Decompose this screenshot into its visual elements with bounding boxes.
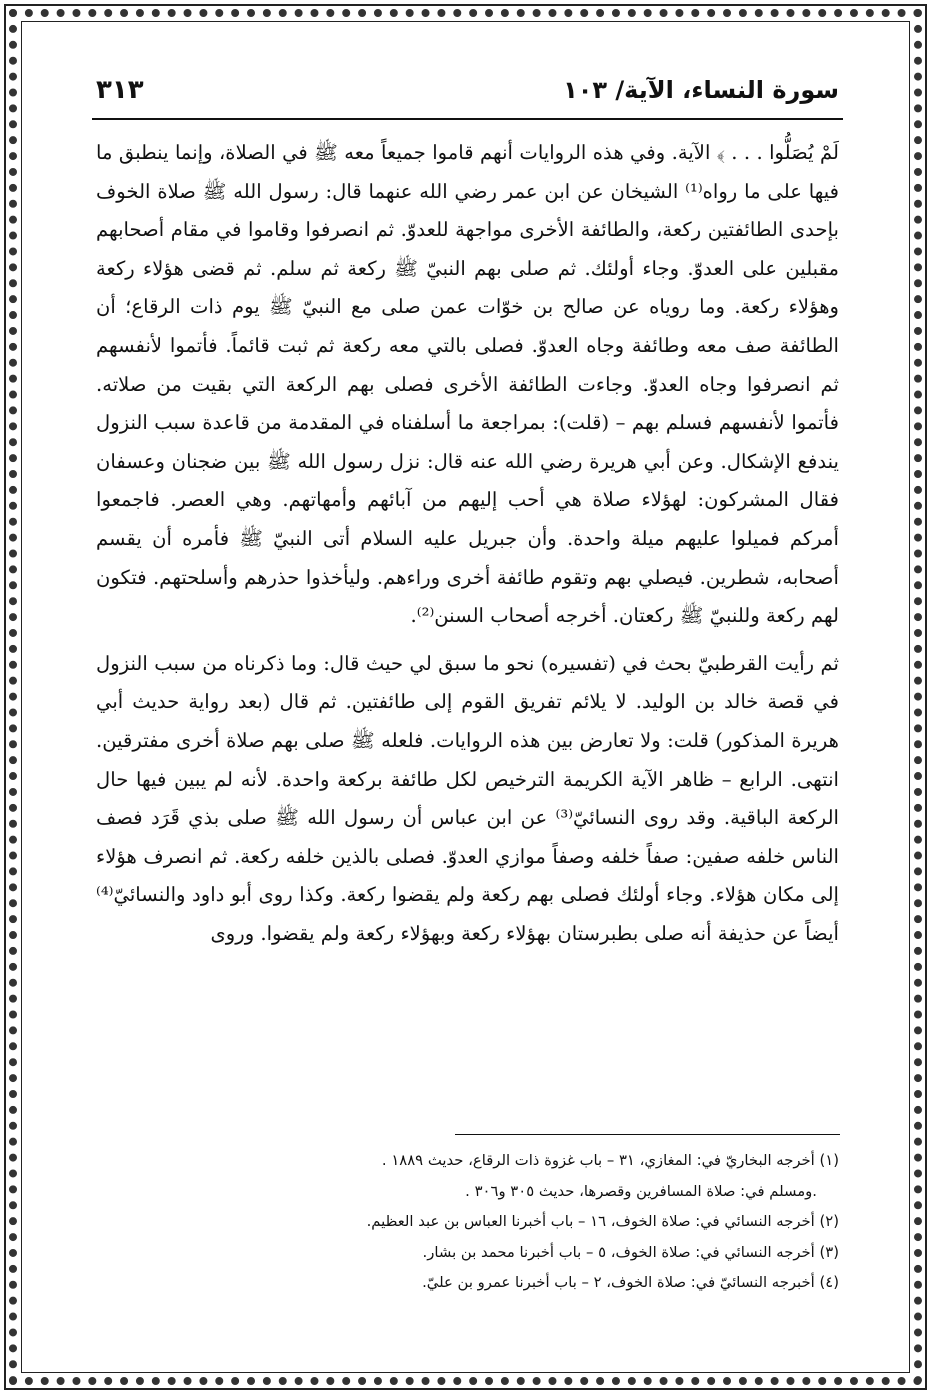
paragraph-2: ثم رأيت القرطبيّ بحث في (تفسيره) نحو ما سبق لي حيث قال: وما ذكرناه من سبب النزول في قصة خالد بن الوليد. لا يلائم تفريق القوم إلى طائفتين. ثم قال (بعد رواية حديث أبي هريرة المذكور) قلت: ولا تعارض بين هذه الروايات. فلعله ﷺ صلى بهم صلاة أخرى مفترقين. انتهى. الرابع – ظاهر الآية الكريمة الترخيص لكل طائفة بركعة واحدة. لأنه لم يبين فيها حال الركعة الباقية. وقد روى النسائيّ⁽³⁾ عن ابن عباس أن رسول الله ﷺ صلى بذي قَرَد فصف الناس خلفه صفين: صفاً خلفه وصفاً موازي العدوّ. فصلى بالذين خلفه ركعة. ثم انصرف هؤلاء إلى مكان هؤلاء. وجاء أولئك فصلى بهم ركعة ولم يقضوا ركعة. وكذا روى أبو داود والنسائيّ⁽⁴⁾ أيضاً عن حذيفة أنه صلى بطبرستان بهؤلاء ركعة وبهؤلاء ركعة ولم يقضوا. وروى [96,651,840,945]
footnote-2: (٢) أخرجه النسائي في: صلاة الخوف، ١٦ – باب أخبرنا العباس بن عبد العظيم. [366,1213,839,1230]
page-number: ٣١٣ [96,75,144,105]
surah-title: سورة النساء، الآية/ ١٠٣ [563,76,839,104]
running-header [96,70,839,110]
footnotes [96,1146,839,1299]
header-rule [92,118,843,120]
footnote-3: (٣) أخرجه النسائي في: صلاة الخوف، ٥ – باب أخبرنا محمد بن بشار. [422,1243,839,1261]
paragraph-1: لَمْ يُصَلُّوا . . . ﴾ الآية. وفي هذه الروايات أنهم قاموا جميعاً معه ﷺ في الصلاة، وإنما ينطبق ما فيها على ما رواه⁽¹⁾ الشيخان عن ابن عمر رضي الله عنهما قال: رسول الله ﷺ صلاة الخوف بإحدى الطائفتين ركعة، والطائفة الأخرى مواجهة للعدوّ. ثم انصرفوا وقاموا في مقام أصحابهم مقبلين على العدوّ. وجاء أولئك. ثم صلى بهم النبيّ ﷺ ركعة ثم سلم. ثم قضى هؤلاء ركعة وهؤلاء ركعة. وما روياه عن صالح بن خوّات عمن صلى مع النبيّ ﷺ يوم ذات الرقاع؛ أن الطائفة صف معه وطائفة وجاه العدوّ. فصلى بالتي معه ركعة ثم ثبت قائماً. فأتموا لأنفسهم ثم انصرفوا وجاه العدوّ. وجاءت الطائفة الأخرى فصلى بهم الركعة التي بقيت من صلاته. فأتموا لأنفسهم فسلم بهم – (قلت): بمراجعة ما أسلفناه في المقدمة من قاعدة سبب النزول يندفع الإشكال. وعن أبي هريرة رضي الله عنه قال: نزل رسول الله ﷺ بين ضجنان وعسفان فقال المشركون: لهؤلاء صلاة هي أحب إليهم من آبائهم وأمهاتهم. وهي العصر. فاجمعوا أمركم فميلوا عليهم ميلة واحدة. وأن جبريل عليه السلام أتى النبيّ ﷺ فأمره أن يقسم أصحابه، شطرين. فيصلي بهم وتقوم طائفة أخرى وراءهم. وليأخذوا حذرهم وأسلحتهم. فتكون لهم ركعة وللنبيّ ﷺ ركعتان. أخرجه أصحاب السنن⁽²⁾. [96,141,840,628]
footnote-separator [455,1134,840,1135]
footnote-4: (٤) أخبرجه النسائيّ في: صلاة الخوف، ٢ – باب أخبرنا عمرو بن عليّ. [422,1274,839,1291]
main-text [96,134,839,953]
footnote-1: (١) أخرجه البخاريّ في: المغازي، ٣١ – باب غزوة ذات الرقاع، حديث ١٨٨٩ . [381,1152,839,1169]
footnote-1-continuation: .ومسلم في: صلاة المسافرين وقصرها، حديث ٣٠٥ و٣٠٦ . [465,1182,817,1200]
